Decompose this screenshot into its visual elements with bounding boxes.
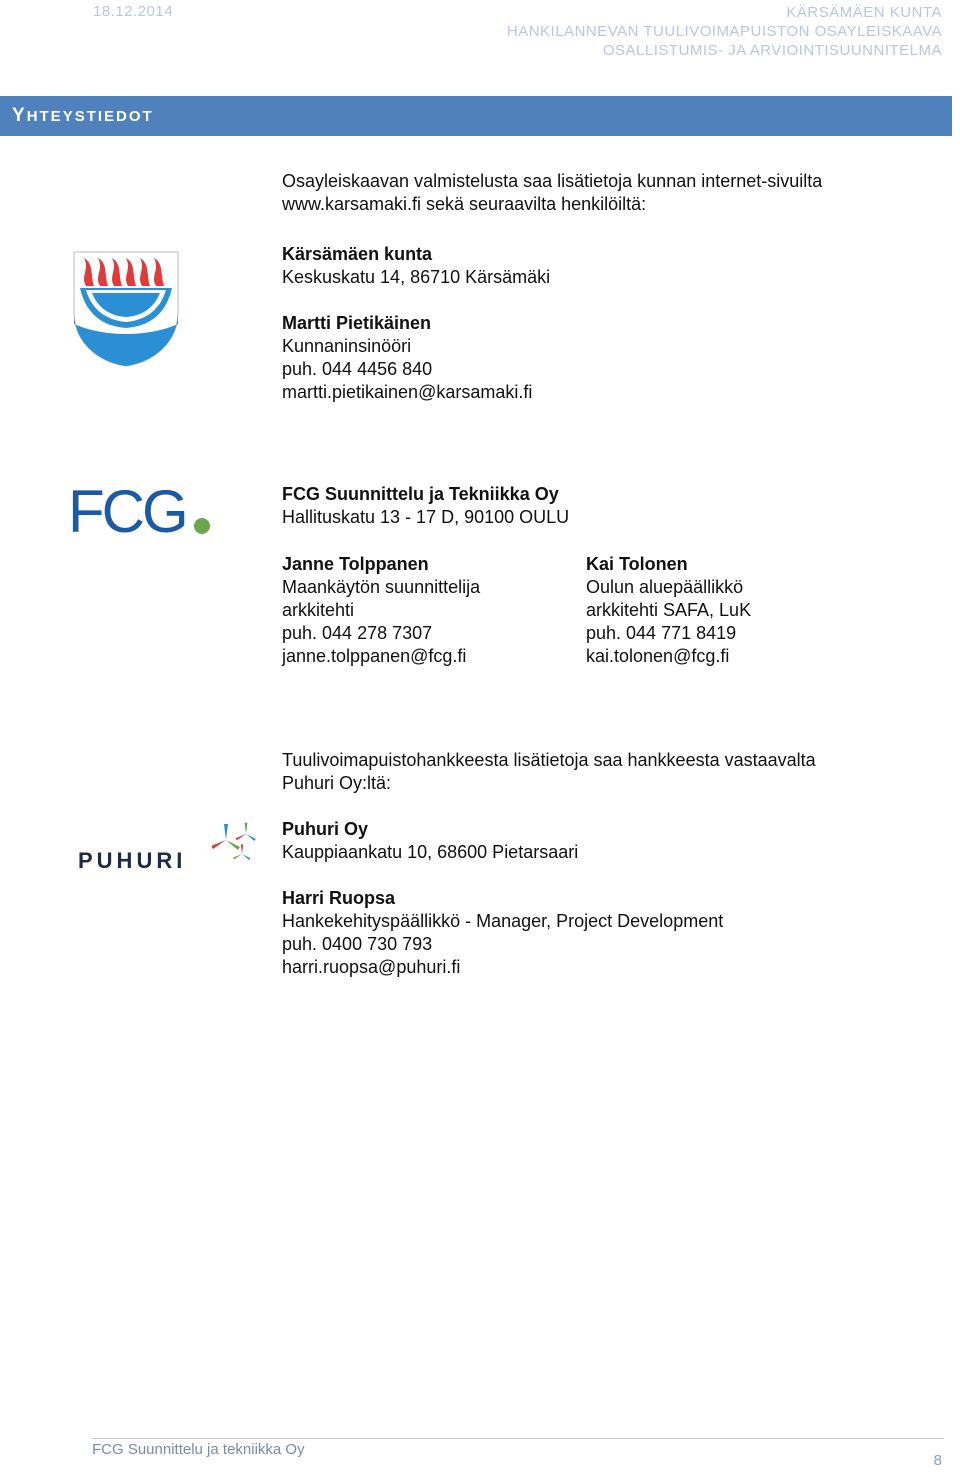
- karsamaki-contact: [282, 243, 550, 289]
- puhuri-intro-1: Tuulivoimapuistohankkeesta lisätietoja saa hankkeesta vastaavalta: [282, 750, 816, 770]
- karsamaki-crest-logo: [72, 250, 180, 368]
- fcg-name: FCG Suunnittelu ja Tekniikka Oy: [282, 484, 559, 504]
- footer-company: FCG Suunnittelu ja tekniikka Oy: [92, 1441, 305, 1458]
- header-right: [507, 3, 942, 60]
- puhuri-person-block: [282, 887, 723, 979]
- turbine-icon: [212, 818, 258, 864]
- fcg-contact-2: [586, 553, 751, 668]
- karsamaki-person-block: [282, 312, 532, 404]
- section-title-initial: Y: [12, 105, 27, 126]
- contact-phone: puh. 044 278 7307: [282, 623, 433, 643]
- puhuri-intro-2: Puhuri Oy:ltä:: [282, 773, 392, 793]
- page-number: 8: [933, 1452, 942, 1469]
- header-subtitle: OSALLISTUMIS- JA ARVIOINTISUUNNITELMA: [602, 42, 942, 59]
- section-title: [12, 105, 154, 127]
- puhuri-name: Puhuri Oy: [282, 819, 369, 839]
- fcg-logo-dot: [194, 518, 210, 534]
- fcg-logo-text: FCG: [68, 478, 186, 545]
- header-date: 18.12.2014: [93, 3, 174, 20]
- fcg-contact-1: [282, 553, 480, 668]
- contact-role: Oulun aluepäällikkö: [586, 577, 744, 597]
- karsamaki-name: Kärsämäen kunta: [282, 244, 433, 264]
- intro-line-2: www.karsamaki.fi sekä seuraavilta henkilöiltä:: [282, 194, 647, 214]
- puhuri-logo-text: PUHURI: [78, 848, 187, 873]
- contact-role: Maankäytön suunnittelija: [282, 577, 481, 597]
- fcg-address: Hallituskatu 13 - 17 D, 90100 OULU: [282, 507, 570, 527]
- contact-title: arkkitehti SAFA, LuK: [586, 600, 752, 620]
- puhuri-person-email[interactable]: harri.ruopsa@puhuri.fi: [282, 957, 461, 977]
- karsamaki-person-role: Kunnaninsinööri: [282, 336, 412, 356]
- contact-email[interactable]: kai.tolonen@fcg.fi: [586, 646, 730, 666]
- section-band: [0, 96, 952, 136]
- fcg-logo: [68, 478, 210, 545]
- puhuri-person-name: Harri Ruopsa: [282, 888, 396, 908]
- puhuri-person-phone: puh. 0400 730 793: [282, 934, 433, 954]
- puhuri-company: [282, 818, 578, 864]
- karsamaki-person-name: Martti Pietikäinen: [282, 313, 432, 333]
- contact-phone: puh. 044 771 8419: [586, 623, 737, 643]
- puhuri-person-role: Hankekehityspäällikkö - Manager, Project Development: [282, 911, 724, 931]
- header-title: HANKILANNEVAN TUULIVOIMAPUISTON OSAYLEISKAAVA: [506, 23, 942, 40]
- karsamaki-person-phone: puh. 044 4456 840: [282, 359, 433, 379]
- contact-name: Kai Tolonen: [586, 554, 688, 574]
- header-org: KÄRSÄMÄEN KUNTA: [786, 4, 942, 21]
- contact-email[interactable]: janne.tolppanen@fcg.fi: [282, 646, 467, 666]
- section-title-rest: HTEYSTIEDOT: [26, 108, 154, 125]
- contact-name: Janne Tolppanen: [282, 554, 429, 574]
- fcg-company: [282, 483, 569, 529]
- puhuri-logo: [72, 818, 258, 878]
- intro-line-1: Osayleiskaavan valmistelusta saa lisätietoja kunnan internet-sivuilta: [282, 171, 823, 191]
- karsamaki-address: Keskuskatu 14, 86710 Kärsämäki: [282, 267, 551, 287]
- puhuri-address: Kauppiaankatu 10, 68600 Pietarsaari: [282, 842, 579, 862]
- contact-title: arkkitehti: [282, 600, 355, 620]
- karsamaki-person-email[interactable]: martti.pietikainen@karsamaki.fi: [282, 382, 533, 402]
- footer-divider: [92, 1438, 944, 1439]
